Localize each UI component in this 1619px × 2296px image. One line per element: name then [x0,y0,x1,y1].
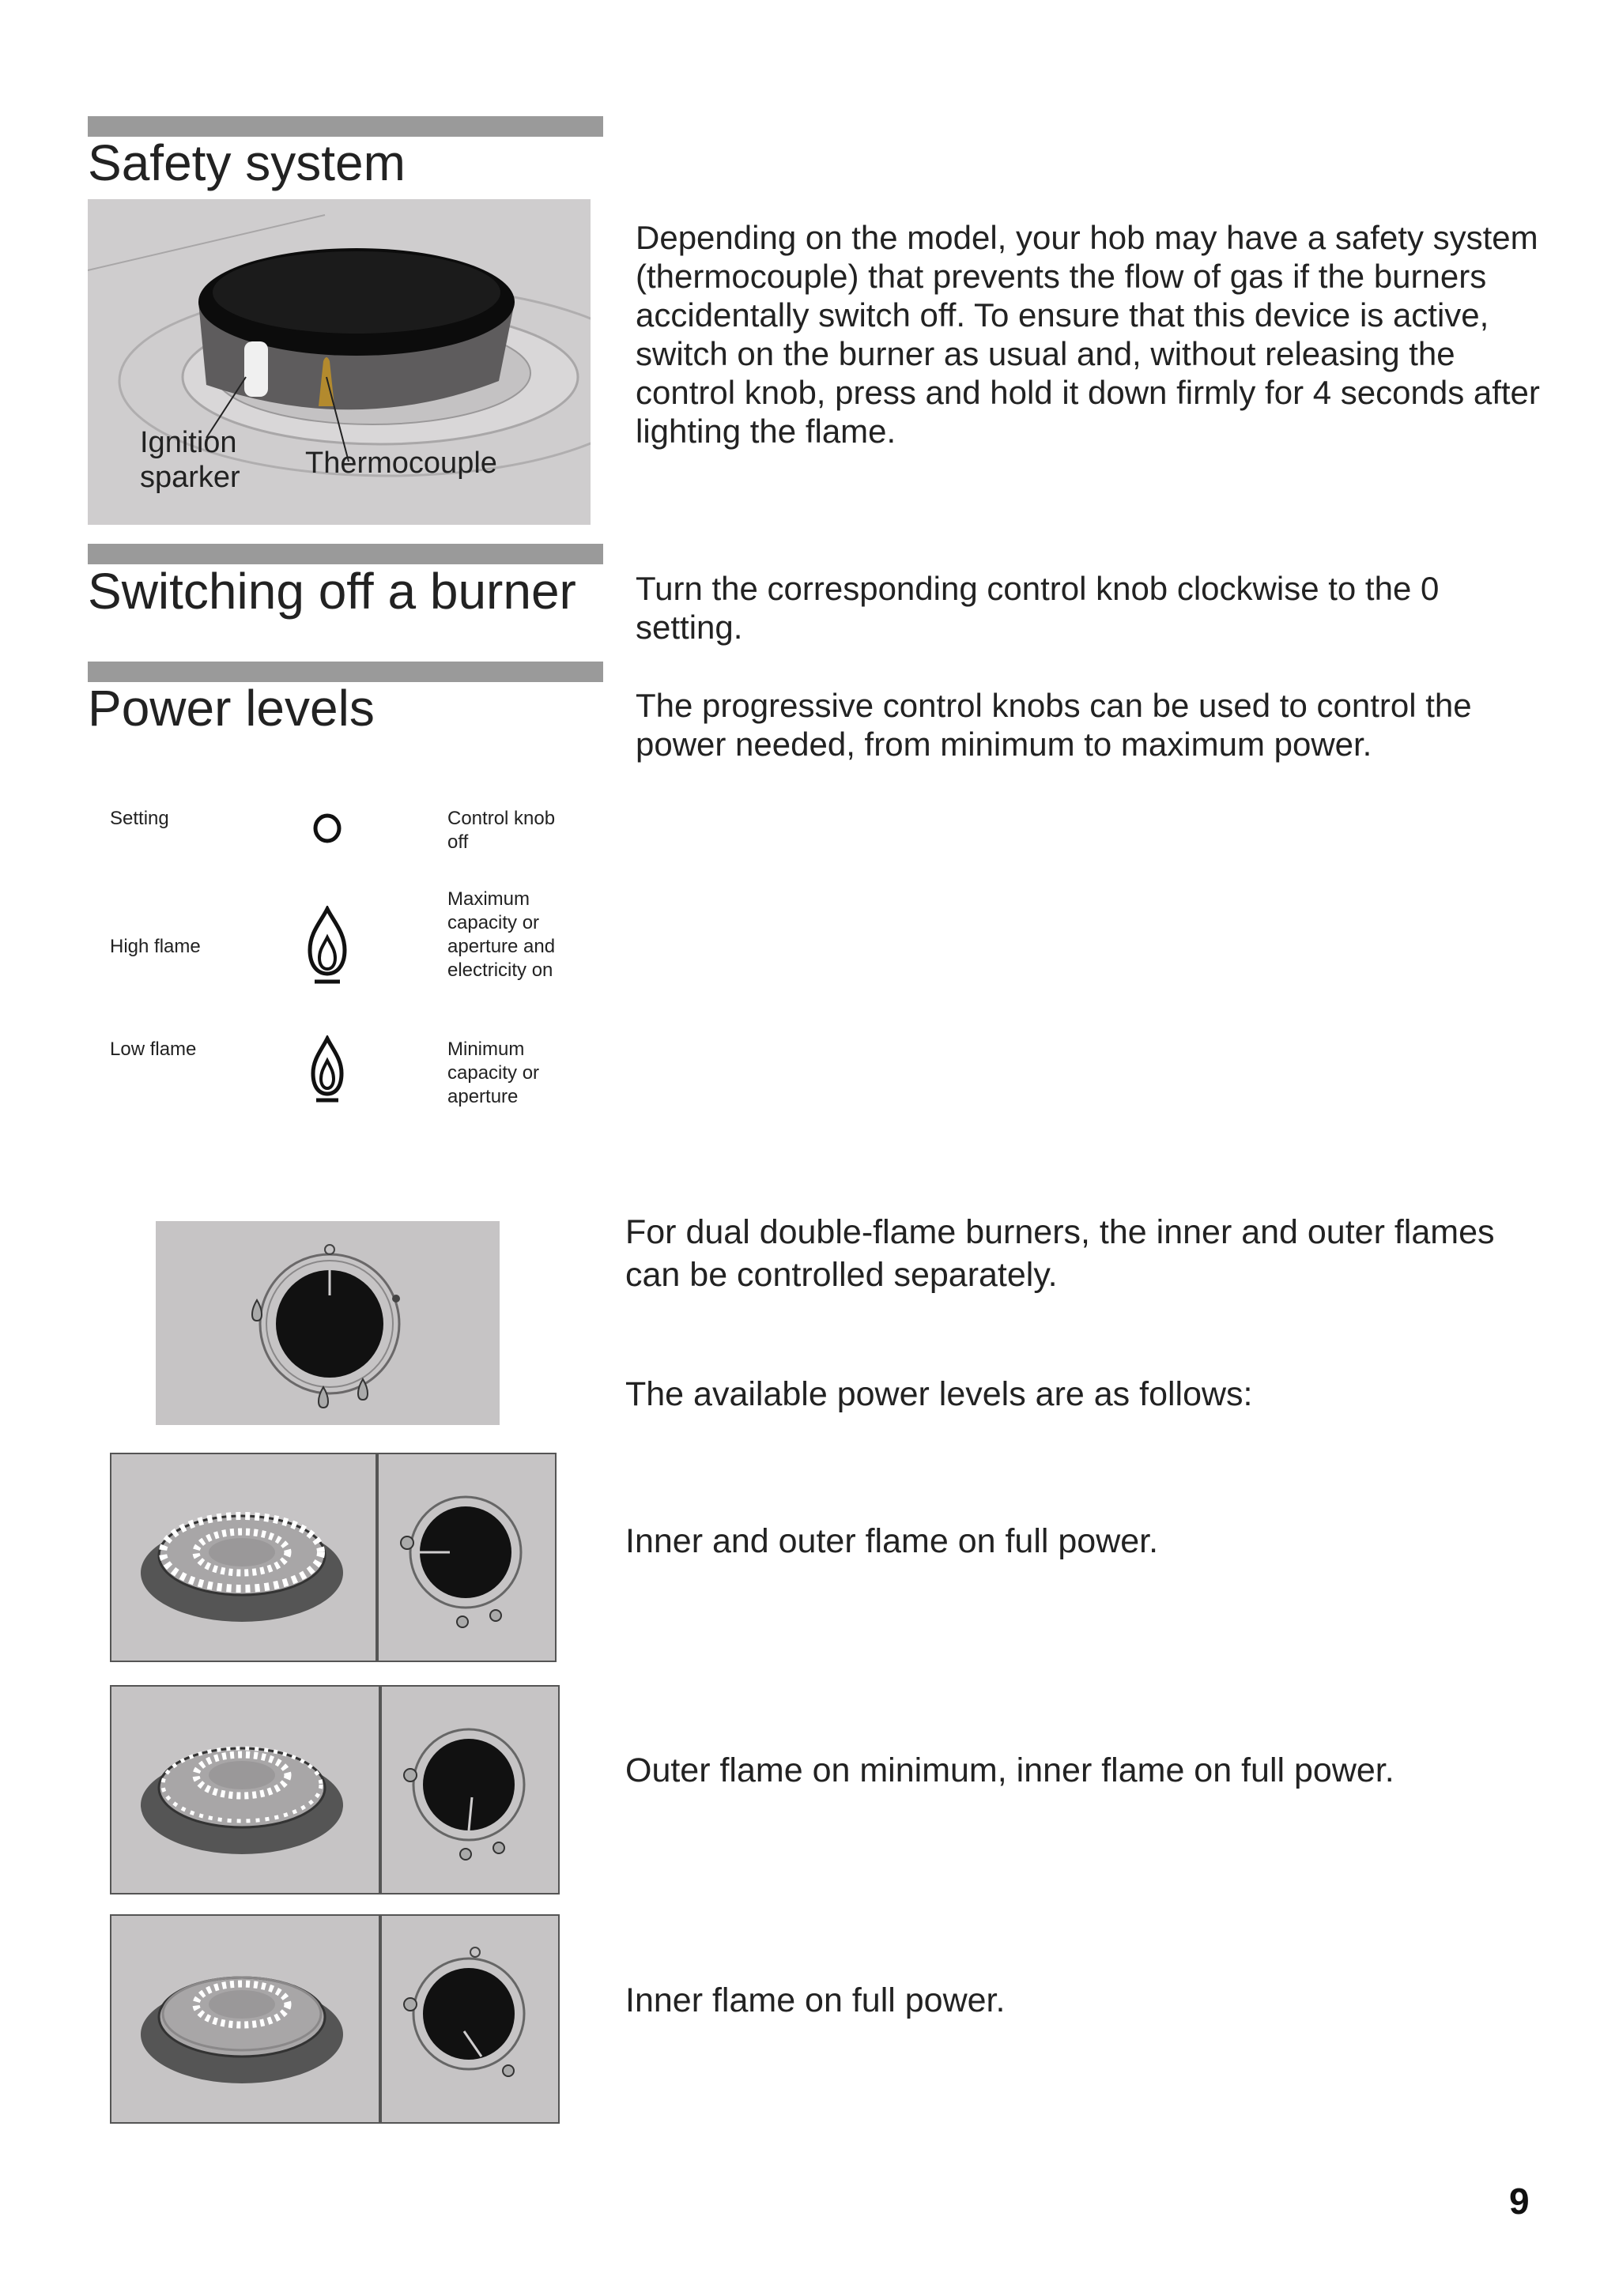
row-low-description: Minimum capacity or aperture [447,1039,540,1107]
high-flame-icon [305,906,349,989]
row-high-description: Maximum capacity or aperture and electricity on [447,888,556,981]
level-3-burner-image [110,1914,380,2124]
ignition-sparker-shape [244,341,268,397]
row-off-setting: Setting [110,808,169,829]
dual-available: The available power levels are as follows: [625,1375,1253,1413]
label-thermocouple: Thermocouple [305,447,497,480]
dual-knob-illustration [156,1221,500,1425]
dual-knob-image [156,1221,500,1425]
page-number: 9 [1509,2181,1530,2222]
dual-intro: For dual double-flame burners, the inner and outer flames can be controlled separately. [625,1213,1495,1294]
level-3-text: Inner flame on full power. [625,1981,1006,2019]
safety-body: Depending on the model, your hob may have a safety system (thermocouple) that prevents the flow of gas if the burners accidentally switch off. To ensure that this device is active, switch on the burner as usual and, without releasing the control knob, press and hold it down firmly for 4 seconds after lighting the flame. [636,219,1540,450]
safety-burner-image [88,199,591,525]
switching-off-body: Turn the corresponding control knob clockwise to the 0 setting. [636,570,1440,646]
level-1-burner-image [110,1453,377,1662]
level-2-knob-image [380,1685,560,1894]
row-high-setting: High flame [110,936,201,957]
safety-title: Safety system [88,134,406,191]
level-2-burner-image [110,1685,380,1894]
level-2-text: Outer flame on minimum, inner flame on full power. [625,1751,1394,1789]
off-circle-icon [311,811,343,850]
power-levels-title: Power levels [88,680,375,737]
row-low-setting: Low flame [110,1039,197,1060]
label-ignition: Ignition [140,426,237,459]
power-levels-body: The progressive control knobs can be used to control the power needed, from minimum to maximum power. [636,687,1472,763]
switching-off-title: Switching off a burner [88,563,576,620]
low-flame-icon [308,1035,346,1107]
level-3-knob-image [380,1914,560,2124]
level-1-knob-image [377,1453,557,1662]
level-1-text: Inner and outer flame on full power. [625,1522,1159,1560]
label-sparker: sparker [140,461,240,494]
row-off-description: Control knob off [447,808,556,853]
section-bar-switching-off [88,544,603,564]
